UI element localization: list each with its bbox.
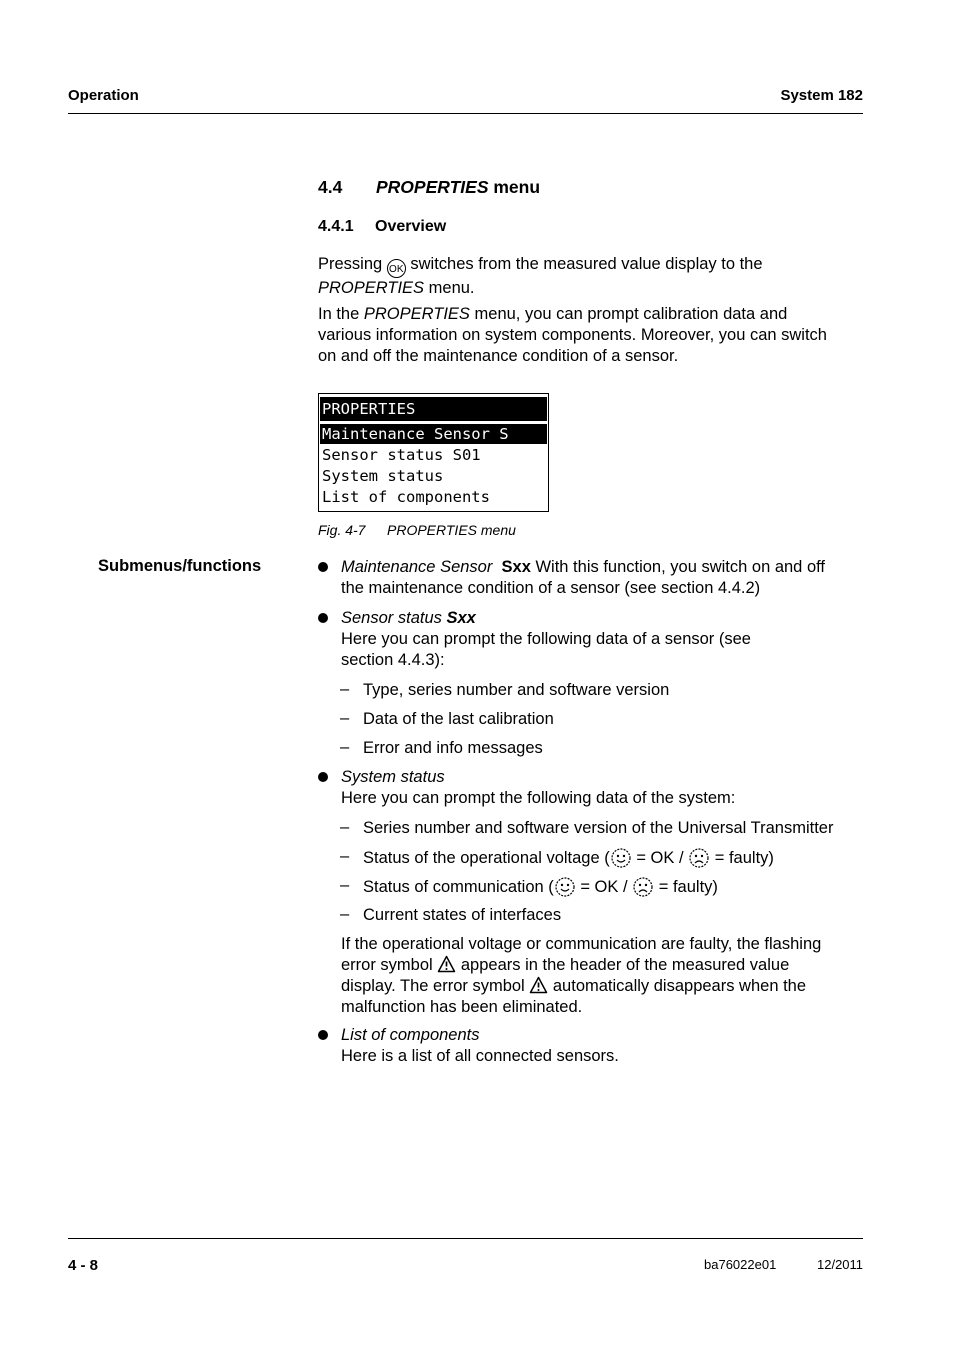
sensor-sub-item: Data of the last calibration — [363, 710, 554, 728]
item-system-status: System status Here you can prompt the following data of the system: — [341, 768, 736, 807]
ok-key-icon: OK — [387, 259, 406, 278]
display-row-sensor-status: Sensor status S01 — [322, 446, 481, 464]
section-number: 4.4 — [318, 177, 343, 197]
subsection-number: 4.4.1 — [318, 218, 354, 235]
item-sensor-status: Sensor status Sxx Here you can prompt the following data of a sensor (see section 4.4.3): — [341, 609, 751, 669]
side-label: Submenus/functions — [98, 557, 262, 575]
system-sub-item: Current states of interfaces — [363, 906, 562, 924]
document-date: 12/2011 — [817, 1257, 864, 1272]
intro-paragraph-1: Pressing OK switches from the measured value display to the PROPERTIES menu. — [318, 255, 763, 297]
header-right: System 182 — [780, 87, 863, 104]
system-sub-item: Status of the operational voltage ( = OK / = faulty) — [363, 849, 774, 867]
figure-number: Fig. 4-7 — [318, 522, 366, 538]
item-list-of-components: List of components Here is a list of all connected sensors. — [341, 1026, 619, 1065]
system-sub-item: Series number and software version of the Universal Transmitter — [363, 819, 834, 837]
header-rule — [68, 113, 863, 114]
figure-caption: PROPERTIES menu — [387, 522, 516, 538]
smiley-ok-icon — [610, 847, 632, 869]
bullet-marker — [318, 772, 328, 782]
warning-icon — [529, 976, 548, 994]
dash-marker: – — [340, 709, 350, 727]
sensor-sub-item: Error and info messages — [363, 739, 543, 757]
section-title: PROPERTIES menu — [376, 177, 541, 197]
bullet-marker — [318, 613, 328, 623]
dash-marker: – — [340, 680, 350, 698]
bullet-marker — [318, 1030, 328, 1040]
header-left: Operation — [68, 87, 139, 104]
display-title: PROPERTIES — [320, 397, 547, 421]
smiley-ok-icon — [554, 876, 576, 898]
footer-rule — [68, 1238, 863, 1239]
page-number: 4 - 8 — [68, 1257, 99, 1274]
system-sub-item: Status of communication ( = OK / = faulty) — [363, 878, 718, 896]
warning-icon — [437, 955, 456, 973]
smiley-faulty-icon — [632, 876, 654, 898]
display-row-components: List of components — [322, 488, 490, 506]
dash-marker: – — [340, 905, 350, 923]
subsection-title: Overview — [375, 218, 447, 235]
error-note-paragraph: If the operational voltage or communication are faulty, the flashing error symbol appears in the header of the measured value display. The error symbol automatically disappears when the malfunction has been eliminated. — [341, 935, 822, 1016]
item-maintenance: Maintenance Sensor Sxx With this function, you switch on and off the maintenance condition of a sensor (see section 4.4.2) — [341, 558, 825, 597]
dash-marker: – — [340, 847, 350, 865]
dash-marker: – — [340, 738, 350, 756]
intro-paragraph-2: In the PROPERTIES menu, you can prompt calibration data and various information on system components. Moreover, you can switch on and off the maintenance condition of a sensor. — [318, 305, 827, 365]
properties-display — [318, 393, 549, 512]
dash-marker: – — [340, 876, 350, 894]
document-id: ba76022e01 — [704, 1257, 777, 1272]
sensor-sub-item: Type, series number and software version — [363, 681, 670, 699]
display-row-system-status: System status — [322, 467, 444, 485]
display-row-maintenance: Maintenance Sensor S — [320, 424, 547, 444]
bullet-marker — [318, 562, 328, 572]
dash-marker: – — [340, 818, 350, 836]
smiley-faulty-icon — [688, 847, 710, 869]
